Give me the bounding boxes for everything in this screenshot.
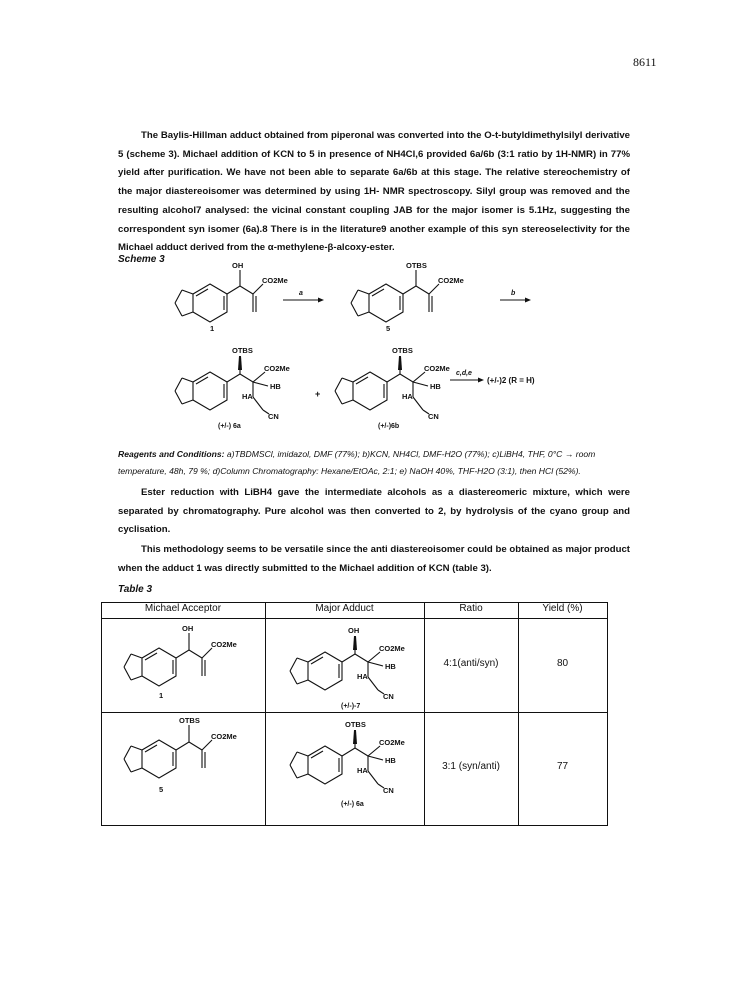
ester-label: CO2Me [438,276,464,285]
cn-label: CN [268,412,279,421]
header-ratio: Ratio [459,603,483,614]
product-label: (+/-)2 (R = H) [487,376,535,385]
hb-label: HB [270,382,281,391]
yield-cell: 80 [556,658,569,669]
table-3 [101,602,608,826]
otbs-label: OTBS [232,346,253,355]
otbs-label: OTBS [406,261,427,270]
reagents-label: Reagents and Conditions: [118,449,225,459]
compound-6b-label: (+/-)6b [378,423,400,430]
methodology-paragraph: This methodology seems to be versatile since the anti diastereoisomer could be obtained as major product when the adduct 1 was directly submitted to the Michael addition of KCN (table 3). [118,544,630,574]
cn-label: CN [383,786,394,795]
oh-label: OH [232,261,244,270]
compound-label: 1 [159,691,164,700]
compound-5-structure [351,270,439,322]
ratio-cell: 3:1 (syn/anti) [442,761,500,772]
scheme-row-2 [170,342,590,434]
reagents-text: a)TBDMSCl, imidazol, DMF (77%); b)KCN, NH4Cl, DMF-H2O (77%); c)LiBH4, THF, 0°C → room temperature, 48h, 79 %; d)Column Chromatography: Hexane/EtOAc, 2:1; e) NaOH 40%, THF-H2O (3:1), then HCl (52%). [118,449,596,476]
acceptor-5-structure [119,716,249,802]
compound-5-label: 5 [386,324,391,333]
compound-label: (+/-) 6a [341,801,364,808]
cn-label: CN [428,412,439,421]
ha-label: HA [357,672,368,681]
compound-1-structure [175,270,263,322]
oh-label: OH [182,624,194,633]
compound-6b-structure [335,356,429,414]
hb-label: HB [385,756,396,765]
step-a-label: a [299,290,303,297]
ratio-cell: 4:1(anti/syn) [443,658,499,669]
ester-label: CO2Me [379,738,405,747]
ester-label: CO2Me [211,732,237,741]
step-b-label: b [511,290,516,297]
table-title: Table 3 [118,584,153,595]
cn-label: CN [383,692,394,701]
ester-label: CO2Me [264,364,290,373]
scheme-row-1 [170,262,590,332]
otbs-label: OTBS [392,346,413,355]
ester-label: CO2Me [424,364,450,373]
compound-label: 5 [159,785,164,794]
intro-paragraph: The Baylis-Hillman adduct obtained from piperonal was converted into the O-t-butyldimethylsilyl derivative 5 (scheme 3). Michael addition of KCN to 5 in presence of NH4Cl,6 provided 6a/6b (3:1 ratio by 1H-NMR) in 77% yield after purification. We have not been able to separate 6a/6b at this stage. The relative stereochemistry of the major diastereoisomer was determined by using 1H- NMR spectroscopy. Silyl group was removed and the resulting alcohol7 analysed: the vicinal constant coupling JAB for the major isomer is 5.1Hz, suggesting the correspondent syn isomer (6a).8 There is in the literature9 another example of this syn stereoselectivity for the Michael adduct derived from the α-methylene-β-alcoxy-ester. [118,130,630,254]
compound-1-label: 1 [210,324,215,333]
header-michael-acceptor: Michael Acceptor [144,603,222,614]
scheme-title: Scheme 3 [118,254,165,265]
adduct-6a-structure [285,716,425,824]
ester-reduction-paragraph: Ester reduction with LiBH4 gave the intermediate alcohols as a diastereomeric mixture, which were separated by chromatography. Pure alcohol was then converted to 2, by hydrolysis of the cyano group and cyclisation. [118,487,630,536]
oh-label: OH [348,626,360,635]
hb-label: HB [430,382,441,391]
compound-6a-label: (+/-) 6a [218,423,241,430]
plus-sign: + [315,389,321,399]
page-number: 8611 [633,55,657,69]
header-major-adduct: Major Adduct [315,603,374,614]
yield-cell: 77 [556,761,569,772]
steps-cde-label: c,d,e [456,370,472,377]
header-yield: Yield (%) [542,603,583,614]
ester-label: CO2Me [262,276,288,285]
compound-6a-structure [175,356,269,414]
ha-label: HA [357,766,368,775]
ha-label: HA [242,392,253,401]
otbs-label: OTBS [345,720,366,729]
compound-label: (+/-)-7 [341,703,361,710]
ha-label: HA [402,392,413,401]
ester-label: CO2Me [211,640,237,649]
reagents-and-conditions [118,446,630,479]
adduct-7-structure [285,624,425,710]
ester-label: CO2Me [379,644,405,653]
hb-label: HB [385,662,396,671]
acceptor-1-structure [119,624,249,708]
otbs-label: OTBS [179,716,200,725]
